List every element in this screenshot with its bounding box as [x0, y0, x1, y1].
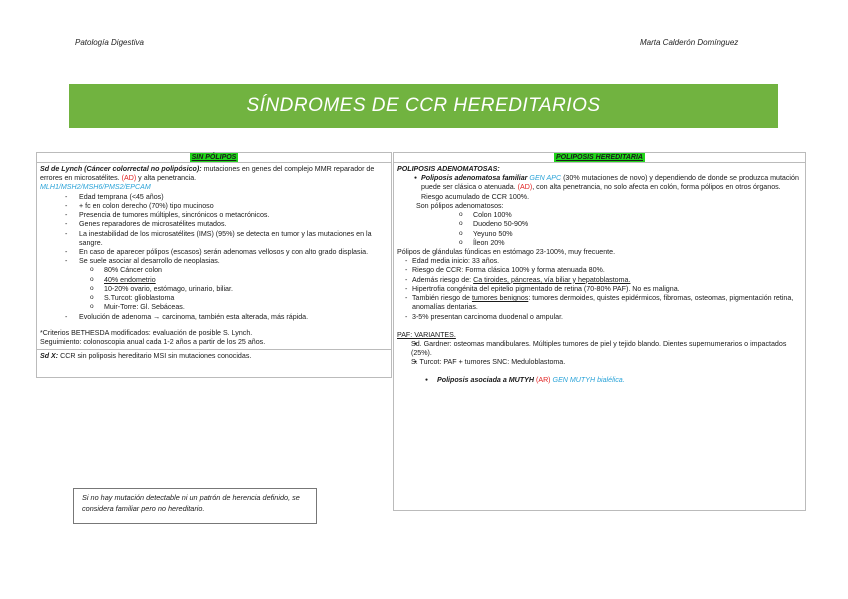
note-box: Si no hay mutación detectable ni un patrón de herencia definido, se considera familiar pero no hereditario.	[73, 488, 317, 524]
riesgo-organs: Ca tiroides, páncreas, vía biliar y hepatoblastoma.	[473, 275, 631, 284]
gardner-item: ● Sd. Gardner: osteomas mandibulares. Múltiples tumores de piel y tejido blando. Dientes supernumerarios o impactados (25%).	[397, 340, 802, 358]
site-item: o Íleon 20%	[397, 239, 802, 248]
neoplasia-item: o 40% endometrio	[40, 276, 388, 285]
lynch-items	[40, 193, 388, 267]
riesgo-item: - Además riesgo de: Ca tiroides, páncreas, vía biliar y hepatoblastoma.	[397, 276, 802, 285]
paf-variantes	[397, 340, 802, 368]
lynch-item: - + fc en colon derecho (70%) tipo mucinoso	[40, 202, 388, 211]
poliposis-cell	[393, 163, 806, 511]
pam-text1: (30% mutaciones de novo) y dependiendo de donde se produzca mutación puede ser clásica o atenuada.	[421, 174, 799, 192]
lynch-item: - En caso de aparecer pólipos (escasos) serán adenomas vellosos y con alto grado displasia.	[40, 248, 388, 257]
fundicas: Pólipos de glándulas fúndicas en estómago 23-100%, muy frecuente.	[397, 247, 616, 256]
pam-dashes	[397, 257, 802, 322]
lynch-item: - Se suele asociar al desarrollo de neoplasias.	[40, 257, 388, 266]
pam-dash-item: - Riesgo de CCR: Forma clásica 100% y forma atenuada 80%.	[397, 266, 802, 275]
sites-list	[397, 211, 802, 248]
pam-text2: , con alta penetrancia, no solo afecta en colón, forma pólipos en otros órganos. Riesgo acumulado de CCR 100%.	[421, 183, 781, 201]
neoplasias-list	[40, 266, 388, 312]
evolucion-item: - Evolución de adenoma → carcinoma, también esta alterada, más rápida.	[40, 313, 388, 322]
neoplasia-item: o 10-20% ovario, estómago, urinario, biliar.	[40, 285, 388, 294]
site-item: o Yeyuno 50%	[397, 230, 802, 239]
neoplasia-item: o Muir-Torre: Gl. Sebáceas.	[40, 303, 388, 312]
bethesda-criteria: *Criterios BETHESDA modificados: evaluación de posible S. Lynch.	[40, 328, 253, 337]
mutyh-item: ● Poliposis asociada a MUTYH (AR) GEN MUTYH bialélica.	[397, 376, 802, 385]
neoplasia-item: o 80% Cáncer colon	[40, 266, 388, 275]
header-subject: Patología Digestiva	[75, 38, 144, 47]
pam-dash-item: - Edad media inicio: 33 años.	[397, 257, 802, 266]
lynch-item: - Edad temprana (<45 años)	[40, 193, 388, 202]
header-author: Marta Calderón Domínguez	[640, 38, 739, 47]
duodenal-item: - 3-5% presentan carcinoma duodenal o ampular.	[397, 313, 802, 322]
sin-polipos-column	[36, 152, 392, 378]
sin-polipos-header: SIN PÓLIPOS	[36, 152, 392, 163]
site-item: o Duodeno 50-90%	[397, 220, 802, 229]
lynch-genes: MLH1/MSH2/MSH6/PMS2/EPCAM	[40, 183, 151, 192]
poliposis-header: POLIPOSIS HEREDITARIA	[393, 152, 806, 163]
lynch-ad: (AD)	[121, 174, 137, 183]
lynch-item: - La inestabilidad de los microsatélites (IMS) (95%) se detecta en tumor y las mutaciones en la sangre.	[40, 230, 388, 248]
lynch-cell	[36, 163, 392, 350]
sdx-cell	[36, 350, 392, 378]
neoplasia-item: o S.Turcot: glioblastoma	[40, 294, 388, 303]
pam-ad: (AD)	[517, 183, 533, 192]
hipertrofia-item: - Hipertrofia congénita del epitelio pigmentado de retina (70-80% PAF). No es maligna.	[397, 285, 802, 294]
sdx-text: CCR sin poliposis hereditario MSI sin mutaciones conocidas.	[58, 352, 252, 361]
sdx-title: Sd X:	[40, 352, 59, 361]
pam-title: Poliposis adenomatosa familiar	[421, 174, 528, 183]
lynch-item: - Genes reparadores de microsatélites mutados.	[40, 220, 388, 229]
pam-item	[397, 174, 802, 202]
lynch-text: mutaciones en genes del complejo MMR reparador de errores en microsatélites.	[40, 165, 375, 183]
page-title: SÍNDROMES DE CCR HEREDITARIOS	[69, 84, 778, 128]
seguimiento: Seguimiento: colonoscopia anual cada 1-2 años a partir de los 25 años.	[40, 337, 266, 346]
pam-gene: GEN APC	[529, 174, 562, 183]
site-item: o Colon 100%	[397, 211, 802, 220]
lynch-title: Sd de Lynch (Cáncer colorrectal no polipósico):	[40, 165, 202, 173]
benignos-item: - También riesgo de tumores benignos: tumores dermoides, quistes epidérmicos, fibromas, osteomas, pigmentación retina, anomalías dentarias.	[397, 294, 802, 312]
paf-variantes-title: PAF: VARIANTES.	[397, 330, 456, 339]
son-polipos: Son pólipos adenomatosos:	[416, 201, 504, 210]
lynch-item: - Presencia de tumores múltiples, sincrónicos o metacrónicos.	[40, 211, 388, 220]
adenomatosas-title: POLIPOSIS ADENOMATOSAS:	[397, 165, 500, 173]
turcot-item: ● S. Turcot: PAF + tumores SNC: Meduloblastoma.	[397, 358, 802, 367]
lynch-tail: y alta penetrancia.	[136, 174, 197, 183]
poliposis-column	[393, 152, 806, 511]
